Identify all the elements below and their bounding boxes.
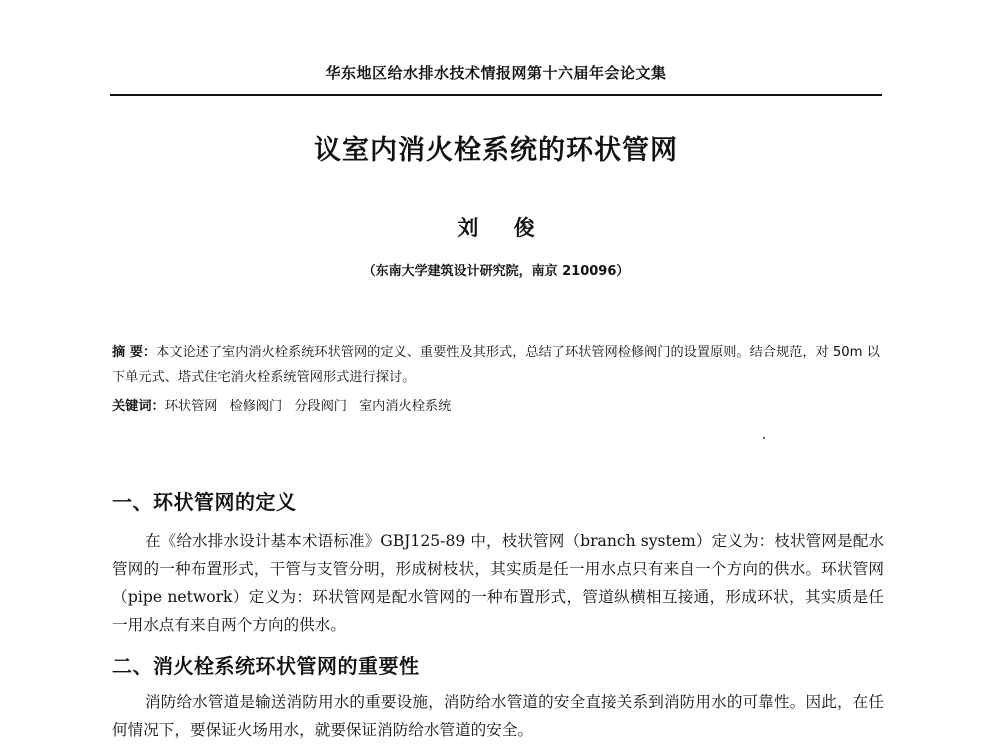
header-rule	[110, 94, 882, 96]
author-name: 刘 俊	[457, 216, 549, 240]
abstract	[112, 340, 882, 390]
keyword: 分段阀门	[294, 399, 347, 414]
keyword: 室内消火栓系统	[359, 399, 452, 414]
keywords-label: 关键词：	[112, 399, 165, 414]
running-header: 华东地区给水排水技术情报网第十六届年会论文集	[325, 64, 667, 82]
scan-speck	[763, 437, 765, 439]
author-affiliation: （东南大学建筑设计研究院，南京 210096）	[362, 264, 630, 279]
section-paragraph-importance: 消防给水管道是输送消防用水的重要设施，消防给水管道的安全直接关系到消防用水的可靠性。因此，在任何情况下，要保证火场用水，就要保证消防给水管道的安全。	[112, 693, 884, 739]
section-heading-importance: 二、消火栓系统环状管网的重要性	[112, 654, 420, 678]
section-heading-definition: 一、环状管网的定义	[112, 490, 297, 514]
paper-title: 议室内消火栓系统的环状管网	[314, 135, 678, 166]
section-paragraph-definition: 在《给水排水设计基本术语标准》GBJ125-89 中，枝状管网（branch system）定义为：枝状管网是配水管网的一种布置形式，干管与支管分明，形成树枝状，其实质是任一用水点只有来自一个方向的供水。环状管网（pipe network）定义为：环状管网是配水管网的一种布置形式，管道纵横相互接通，形成环状，其实质是任一用水点有来自两个方向的供水。	[112, 532, 884, 634]
keyword: 环状管网	[164, 399, 218, 414]
abstract-text: 本文论述了室内消火栓系统环状管网的定义、重要性及其形式，总结了环状管网检修阀门的设置原则。结合规范，对 50m 以下单元式、塔式住宅消火栓系统管网形式进行探讨。	[112, 345, 880, 385]
keyword: 检修阀门	[229, 399, 283, 414]
keywords	[112, 396, 882, 418]
abstract-label: 摘 要：	[112, 345, 157, 360]
